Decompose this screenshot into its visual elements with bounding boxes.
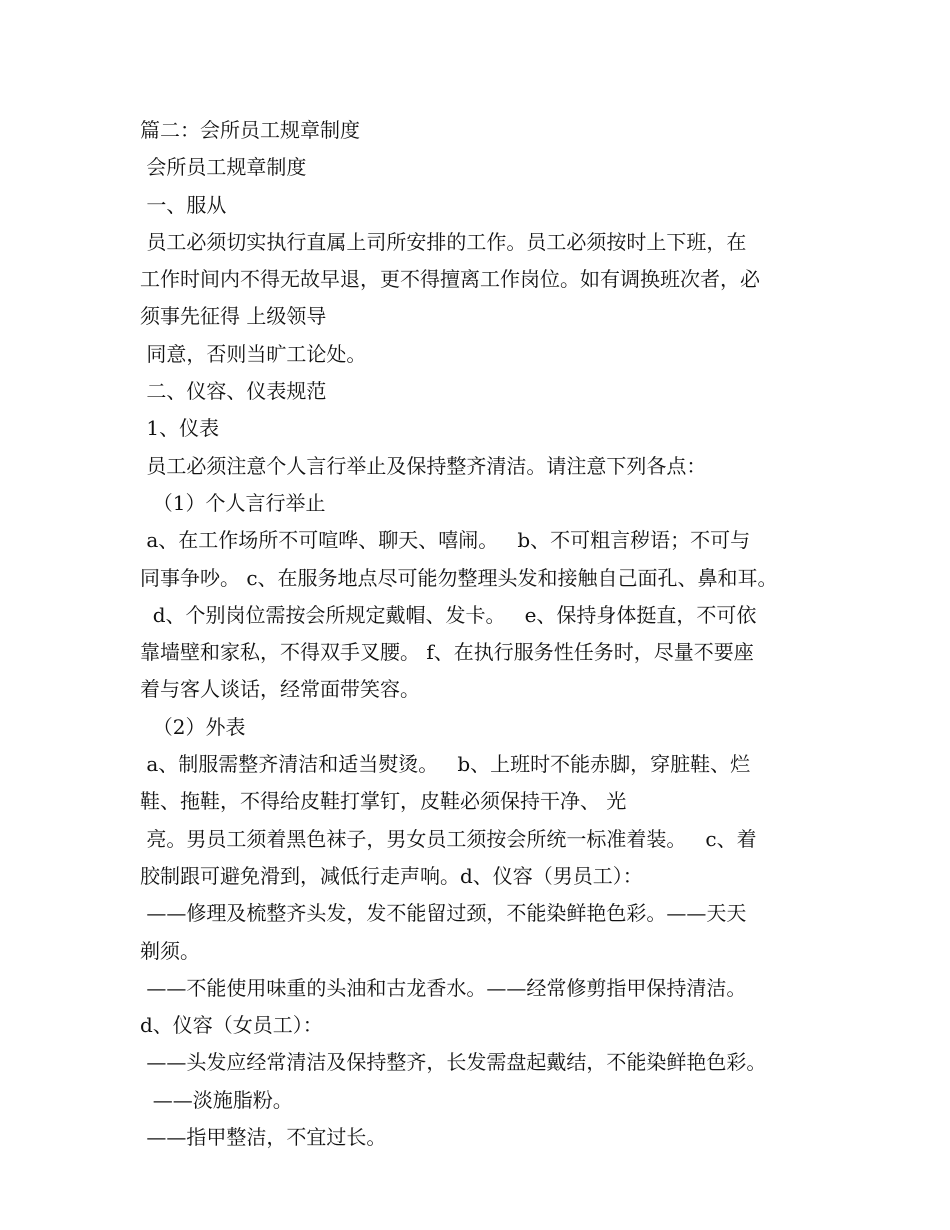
heading-appearance: 二、仪容、仪表规范: [140, 379, 327, 404]
heading-obedience: 一、服从: [140, 192, 227, 217]
document-body: [140, 112, 830, 1156]
list-heading-appearance: （2）外表: [140, 714, 246, 739]
paragraph-line: 着与客人谈话，经常面带笑容。: [140, 677, 420, 702]
paragraph-line: 胶制跟可避免滑到，减低行走声响。d、仪容（男员工）：: [140, 863, 643, 888]
section-title: 篇二：会所员工规章制度: [140, 118, 360, 142]
paragraph-line: 同事争吵。 c、在服务地点尽可能勿整理头发和接触自己面孔、鼻和耳。: [140, 565, 778, 590]
paragraph-line: 剃须。: [140, 938, 200, 963]
paragraph-line: ——修理及梳整齐头发，发不能留过颈，不能染鲜艳色彩。——天天: [140, 901, 747, 926]
paragraph-line: ——指甲整洁，不宜过长。: [140, 1125, 387, 1150]
list-heading-conduct: （1）个人言行举止: [140, 490, 326, 515]
paragraph-line: d、个别岗位需按会所规定戴帽、发卡。 e、保持身体挺直，不可依: [140, 602, 757, 627]
paragraph-line: 员工必须注意个人言行举止及保持整齐清洁。请注意下列各点：: [140, 453, 707, 478]
paragraph-line: 同意，否则当旷工论处。: [140, 341, 367, 366]
paragraph-line: a、制服需整齐清洁和适当熨烫。 b、上班时不能赤脚，穿脏鞋、烂: [140, 752, 751, 777]
paragraph-line: 靠墙壁和家私，不得双手叉腰。 f、在执行服务性任务时，尽量不要座: [140, 640, 754, 665]
subheading-demeanor: 1、仪表: [140, 416, 220, 441]
paragraph-line: 鞋、拖鞋，不得给皮鞋打掌钉，皮鞋必须保持干净、 光: [140, 789, 627, 814]
paragraph-line: 亮。男员工须着黑色袜子，男女员工须按会所统一标准着装。 c、着: [140, 826, 757, 851]
paragraph-line: ——头发应经常清洁及保持整齐，长发需盘起戴结，不能染鲜艳色彩。: [140, 1050, 767, 1075]
paragraph-line: a、在工作场所不可喧哗、聊天、嘻闹。 b、不可粗言秽语；不可与: [140, 528, 751, 553]
paragraph-line: 工作时间内不得无故早退，更不得擅离工作岗位。如有调换班次者，必: [140, 267, 760, 292]
paragraph-line: 员工必须切实执行直属上司所安排的工作。员工必须按时上下班，在: [140, 229, 747, 254]
paragraph-line: ——淡施脂粉。: [140, 1087, 293, 1112]
paragraph-line: 须事先征得 上级领导: [140, 304, 327, 329]
document-title: 会所员工规章制度: [140, 155, 307, 180]
paragraph-line: ——不能使用味重的头油和古龙香水。——经常修剪指甲保持清洁。: [140, 975, 747, 1000]
paragraph-line: d、仪容（女员工）：: [140, 1013, 323, 1038]
